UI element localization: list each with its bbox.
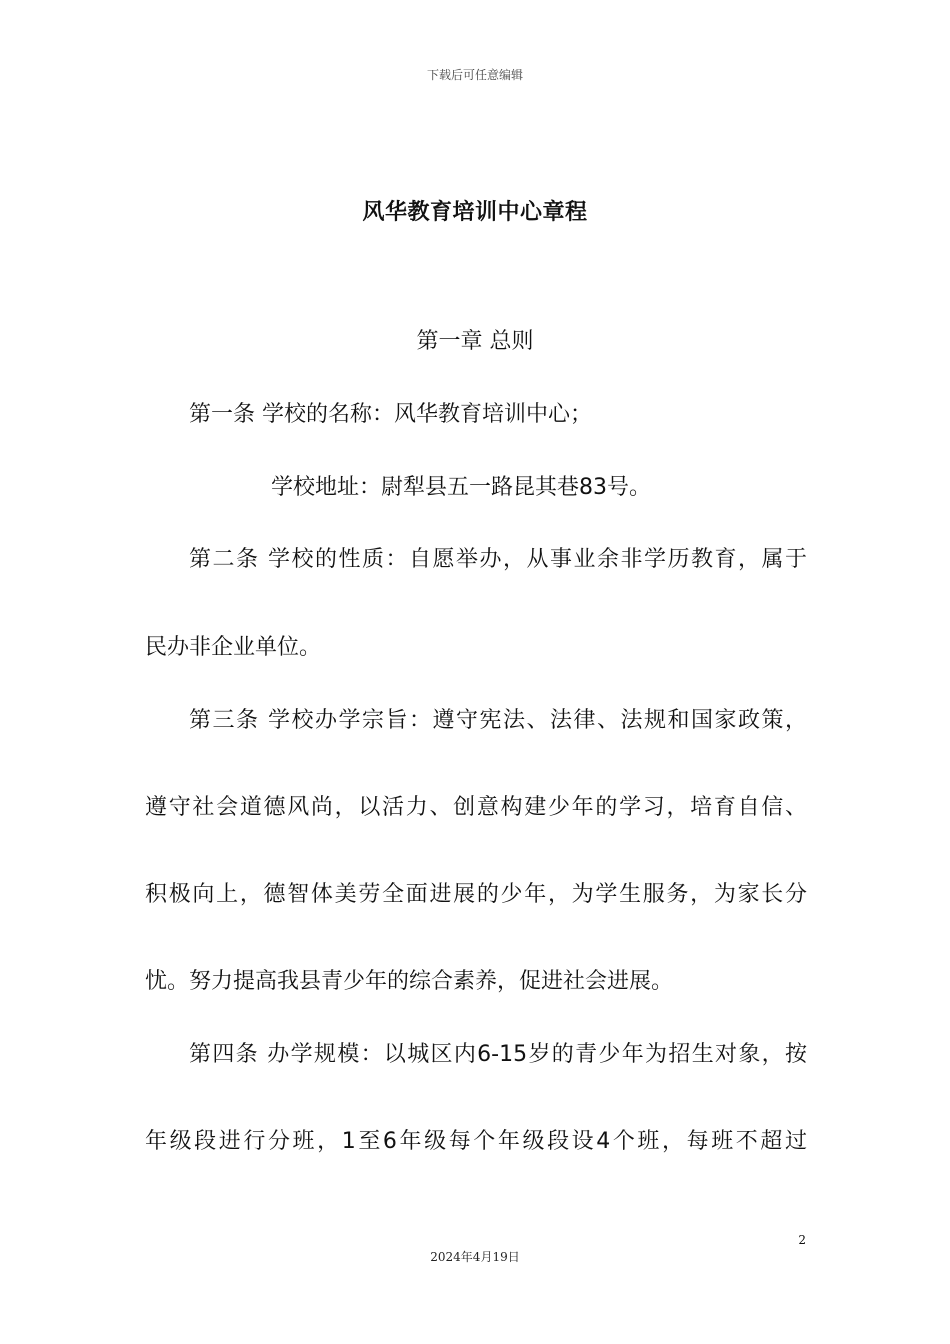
footer-date: 2024年4月19日 — [430, 1250, 520, 1264]
paragraph-line: 第一条 学校的名称：风华教育培训中心； — [189, 402, 592, 427]
paragraph-line: 第三条 学校办学宗旨：遵守宪法、法律、法规和国家政策， — [189, 708, 807, 733]
chapter-heading: 第一章 总则 — [416, 329, 534, 354]
paragraph-line: 积极向上，德智体美劳全面进展的少年，为学生服务，为家长分 — [145, 882, 807, 907]
page-number: 2 — [798, 1233, 806, 1247]
paragraph-line: 第四条 办学规模：以城区内6-15岁的青少年为招生对象，按 — [189, 1042, 807, 1067]
paragraph-line: 忧。努力提高我县青少年的综合素养，促进社会进展。 — [145, 969, 674, 994]
paragraph-line: 遵守社会道德风尚，以活力、创意构建少年的学习，培育自信、 — [145, 795, 807, 820]
paragraph-line: 学校地址：尉犁县五一路昆其巷83号。 — [271, 475, 651, 500]
document-title: 风华教育培训中心章程 — [362, 200, 588, 225]
paragraph-line: 年级段进行分班，1至6年级每个年级段设4个班，每班不超过 — [145, 1129, 807, 1154]
paragraph-line: 第二条 学校的性质：自愿举办，从事业余非学历教育，属于 — [189, 547, 807, 572]
header-note: 下载后可任意编辑 — [426, 68, 523, 82]
paragraph-line: 民办非企业单位。 — [145, 635, 322, 660]
